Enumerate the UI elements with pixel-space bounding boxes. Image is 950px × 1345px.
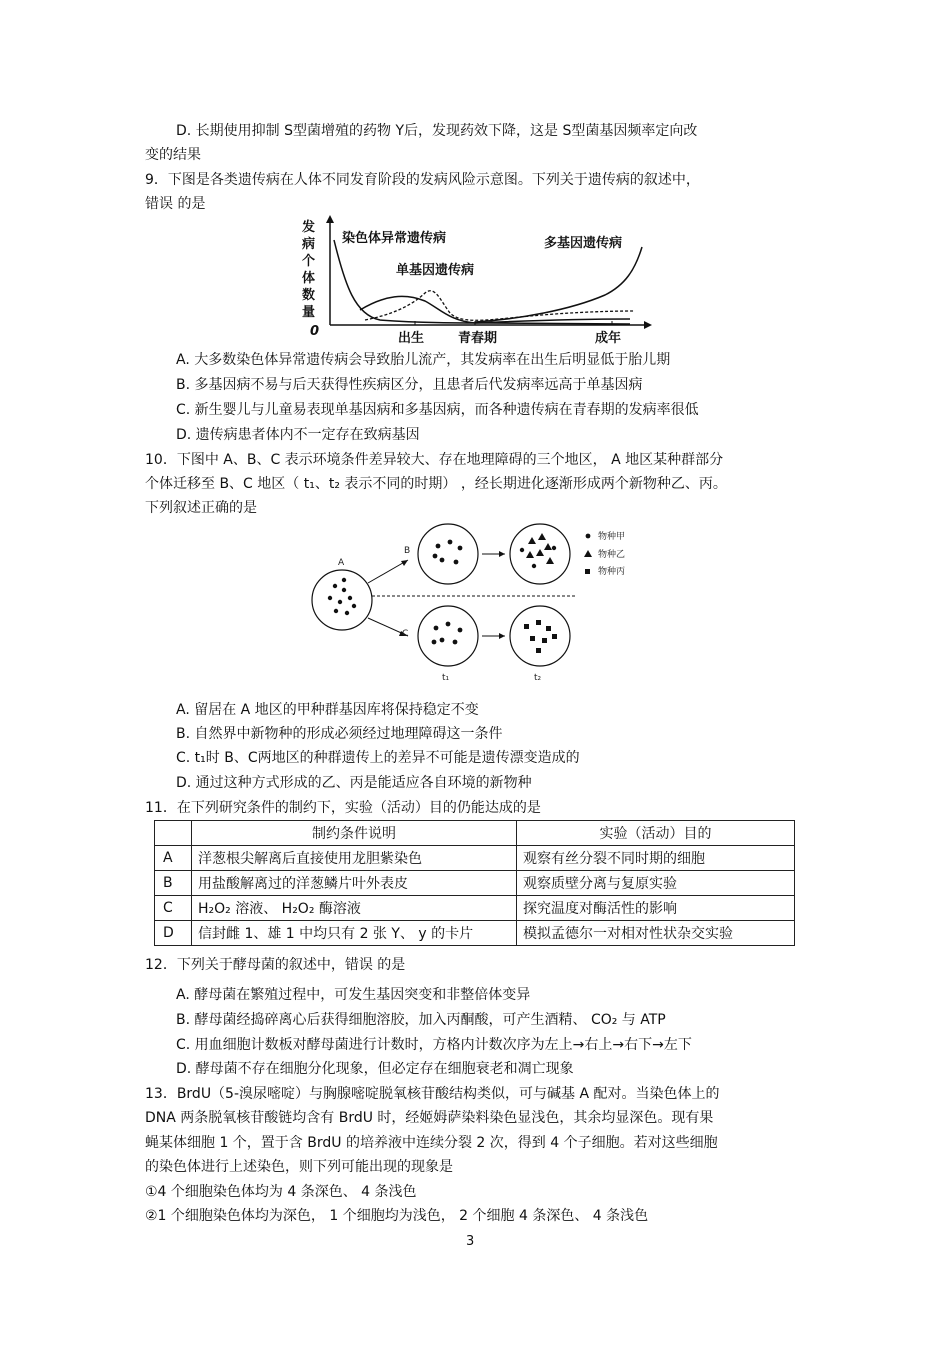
region-a-circle	[312, 570, 372, 630]
q13-option-1: ①4 个细胞染色体均为 4 条深色、 4 条浅色	[145, 1184, 417, 1200]
q12-option-c: C. 用血细胞计数板对酵母菌进行计数时，方格内计数次序为左上→右上→右下→左下	[176, 1037, 692, 1053]
q10-option-c: C. t₁时 B、C两地区的种群遗传上的差异不可能是遗传漂变造成的	[176, 750, 580, 766]
svg-text:发: 发	[302, 220, 316, 235]
table-cell: 信封雌 1、雄 1 中均只有 2 张 Y、 y 的卡片	[192, 921, 517, 946]
q9-option-c: C. 新生婴儿与儿童易表现单基因病和多基因病，而各种遗传病在青春期的发病率很低	[176, 402, 699, 418]
table-header-cell	[155, 821, 192, 846]
table-row	[155, 871, 795, 896]
region-c-label: C	[402, 629, 409, 639]
region-b-t1-circle	[418, 524, 478, 584]
label-multigene: 多基因遗传病	[544, 236, 623, 251]
time-t2-label: t₂	[534, 673, 542, 683]
table-cell: A	[155, 846, 192, 871]
table-row	[155, 921, 795, 946]
q13-stem-line3: 蝇某体细胞 1 个，置于含 BrdU 的培养液中连续分裂 2 次，得到 4 个子细胞。若对这些细胞	[145, 1135, 718, 1151]
x-tick-birth: 出生	[398, 331, 425, 346]
q10-option-a: A. 留居在 A 地区的甲种群基因库将保持稳定不变	[176, 702, 479, 718]
x-tick-adult: 成年	[595, 331, 622, 346]
q9-stem-line1: 9．下图是各类遗传病在人体不同发育阶段的发病风险示意图。下列关于遗传病的叙述中，	[145, 172, 700, 188]
table-cell: 观察有丝分裂不同时期的细胞	[517, 846, 795, 871]
q12-option-b: B. 酵母菌经捣碎离心后获得细胞溶胶，加入丙酮酸，可产生酒精、 CO₂ 与 ATP	[176, 1012, 666, 1028]
region-c-t2-circle	[510, 606, 570, 666]
table-row	[155, 896, 795, 921]
svg-text:量: 量	[302, 305, 316, 320]
label-chromosomal: 染色体异常遗传病	[342, 231, 447, 246]
legend-species-bing: 物种丙	[598, 567, 626, 577]
q10-option-b: B. 自然界中新物种的形成必须经过地理障碍这一条件	[176, 726, 503, 742]
q9-option-a: A. 大多数染色体异常遗传病会导致胎儿流产，其发病率在出生后明显低于胎儿期	[176, 352, 671, 368]
q10-stem-line3: 下列叙述正确的是	[145, 500, 257, 516]
x-tick-puberty: 青春期	[458, 331, 498, 346]
q11-stem: 11．在下列研究条件的制约下，实验（活动）目的仍能达成的是	[145, 800, 541, 816]
table-cell: C	[155, 896, 192, 921]
region-a-label: A	[338, 558, 345, 568]
table-cell: 洋葱根尖解离后直接使用龙胆紫染色	[192, 846, 517, 871]
label-single-gene: 单基因遗传病	[396, 263, 475, 278]
q11-table	[154, 820, 795, 946]
table-cell: 用盐酸解离过的洋葱鳞片叶外表皮	[192, 871, 517, 896]
q8-option-d-line1: D. 长期使用抑制 S型菌增殖的药物 Y后，发现药效下降，这是 S型菌基因频率定向改	[176, 123, 698, 139]
table-row	[155, 846, 795, 871]
series-chromosomal-curve	[334, 240, 630, 324]
region-c-t1-circle	[418, 606, 478, 666]
table-header-cell: 制约条件说明	[192, 821, 517, 846]
q10-stem-line2: 个体迁移至 B、C 地区（ t₁、t₂ 表示不同的时期） ，经长期进化逐渐形成两个新物种乙、丙。	[145, 476, 727, 492]
q10-option-d: D. 通过这种方式形成的乙、丙是能适应各自环境的新物种	[176, 775, 532, 791]
table-header-cell: 实验（活动）目的	[517, 821, 795, 846]
q12-option-a: A. 酵母菌在繁殖过程中，可发生基因突变和非整倍体变异	[176, 987, 531, 1003]
q13-stem-line2: DNA 两条脱氧核苷酸链均含有 BrdU 时，经姬姆萨染料染色显浅色，其余均显深色。现有果	[145, 1110, 714, 1126]
q13-stem-line4: 的染色体进行上述染色，则下列可能出现的现象是	[145, 1159, 453, 1175]
table-cell: 探究温度对酶活性的影响	[517, 896, 795, 921]
table-cell: B	[155, 871, 192, 896]
q13-option-2: ②1 个细胞染色体均为深色， 1 个细胞均为浅色， 2 个细胞 4 条深色、 4 条浅色	[145, 1208, 649, 1224]
q12-stem: 12．下列关于酵母菌的叙述中，错误 的是	[145, 957, 406, 973]
legend-species-yi: 物种乙	[598, 550, 626, 560]
q13-stem-line1: 13．BrdU（5-溴尿嘧啶）与胸腺嘧啶脱氧核苷酸结构类似，可与碱基 A 配对。当染色体上的	[145, 1086, 720, 1102]
svg-text:个: 个	[302, 254, 316, 269]
q12-option-d: D. 酵母菌不存在细胞分化现象，但必定存在细胞衰老和凋亡现象	[176, 1061, 574, 1077]
q10-diagram	[300, 518, 650, 688]
series-dashed-curve	[365, 291, 635, 321]
table-cell: D	[155, 921, 192, 946]
table-header-row	[155, 821, 795, 846]
page-number: 3	[466, 1234, 475, 1249]
table-cell: 观察质壁分离与复原实验	[517, 871, 795, 896]
legend-species-jia: 物种甲	[598, 532, 626, 542]
q10-stem-line1: 10．下图中 A、B、C 表示环境条件差异较大、存在地理障碍的三个地区， A 地区某种群部分	[145, 452, 724, 468]
table-cell: H₂O₂ 溶液、 H₂O₂ 酶溶液	[192, 896, 517, 921]
origin-label: 0	[310, 324, 320, 339]
q8-option-d-line2: 变的结果	[145, 147, 201, 163]
q9-stem-line2: 错误 的是	[145, 196, 206, 212]
q9-option-d: D. 遗传病患者体内不一定存在致病基因	[176, 427, 420, 443]
time-t1-label: t₁	[442, 673, 450, 683]
svg-text:数: 数	[302, 288, 316, 303]
q9-option-b: B. 多基因病不易与后天获得性疾病区分，且患者后代发病率远高于单基因病	[176, 377, 643, 393]
svg-text:病: 病	[302, 237, 316, 252]
svg-text:体: 体	[302, 271, 316, 286]
table-cell: 模拟孟德尔一对相对性状杂交实验	[517, 921, 795, 946]
region-b-label: B	[404, 546, 411, 556]
q9-chart	[290, 215, 660, 350]
